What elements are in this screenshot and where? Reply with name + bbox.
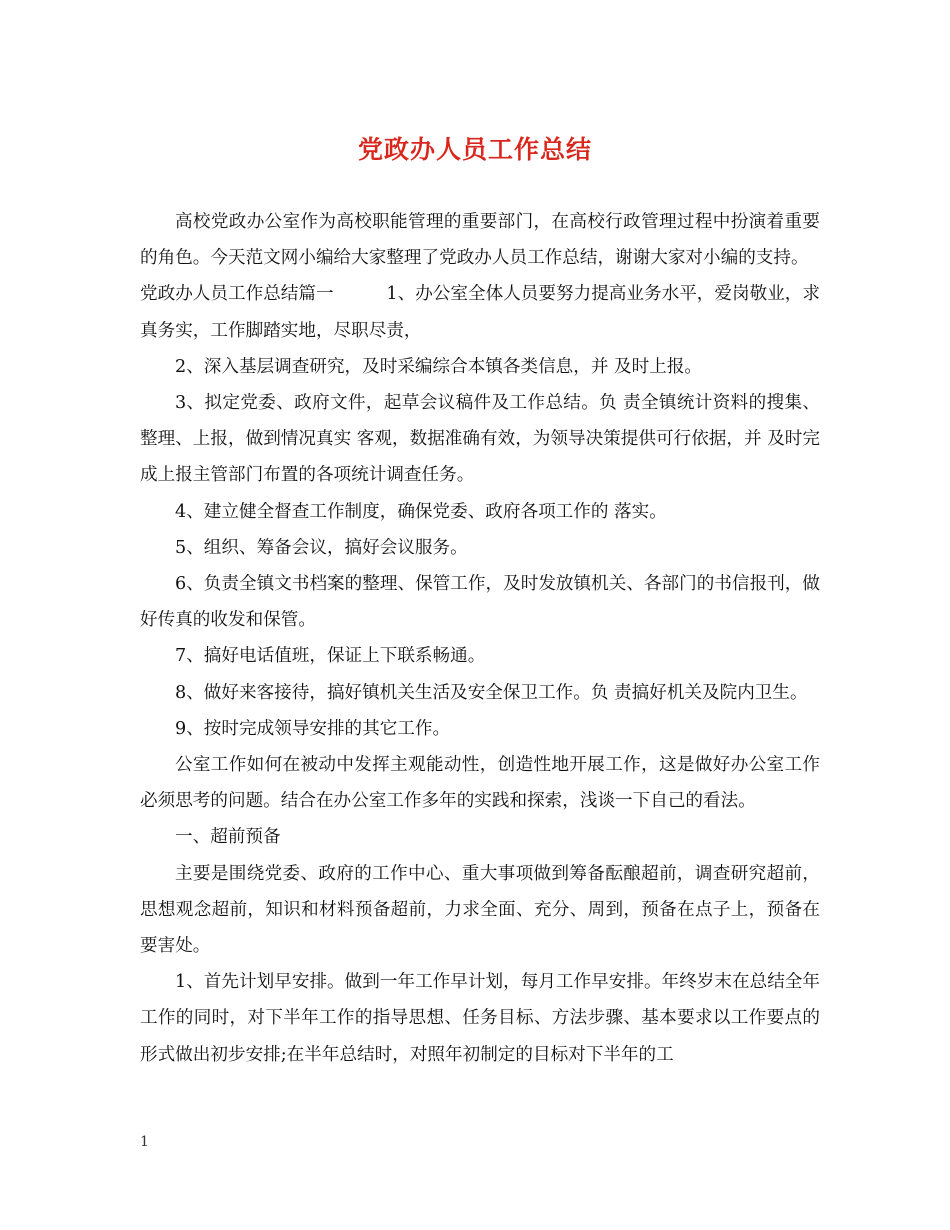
paragraph: 3、拟定党委、政府文件，起草会议稿件及工作总结。负 责全镇统计资料的搜集、整理、上报，做到情况真实 客观，数据准确有效，为领导决策提供可行依据，并 及时完成上报主管部门布置的各项统计调查任务。 — [140, 393, 820, 486]
document-body — [140, 204, 820, 1073]
document-title: 党政办人员工作总结 — [357, 135, 592, 164]
paragraph: 1、首先计划早安排。做到一年工作早计划，每月工作早安排。年终岁末在总结全年工作的同时，对下半年工作的指导思想、任务目标、方法步骤、基本要求以工作要点的形式做出初步安排;在半年总结时，对照年初制定的目标对下半年的工 — [140, 972, 820, 1065]
paragraph: 主要是围绕党委、政府的工作中心、重大事项做到筹备酝酿超前，调查研究超前，思想观念超前，知识和材料预备超前，力求全面、充分、周到，预备在点子上，预备在要害处。 — [140, 863, 820, 957]
section-heading: 一、超前预备 — [175, 827, 281, 848]
paragraph: 5、组织、筹备会议，搞好会议服务。 — [175, 537, 468, 558]
paragraph: 2、深入基层调查研究，及时采编综合本镇各类信息，并 及时上报。 — [175, 356, 703, 377]
paragraph: 6、负责全镇文书档案的整理、保管工作，及时发放镇机关、各部门的书信报刊，做好传真的收发和保管。 — [140, 574, 820, 631]
paragraph: 4、建立健全督查工作制度，确保党委、政府各项工作的 落实。 — [175, 501, 667, 522]
paragraph: 党政办人员工作总结篇一 1、办公室全体人员要努力提高业务水平，爱岗敬业，求真务实，工作脚踏实地，尽职尽责， — [140, 284, 820, 341]
paragraph: 9、按时完成领导安排的其它工作。 — [175, 718, 451, 739]
paragraph: 8、做好来客接待，搞好镇机关生活及安全保卫工作。负 责搞好机关及院内卫生。 — [175, 682, 808, 703]
paragraph: 7、搞好电话值班，保证上下联系畅通。 — [175, 646, 486, 667]
page-number: 1 — [140, 1134, 149, 1150]
paragraph: 高校党政办公室作为高校职能管理的重要部门，在高校行政管理过程中扮演着重要的角色。今天范文网小编给大家整理了党政办人员工作总结，谢谢大家对小编的支持。 — [140, 212, 820, 269]
paragraph: 公室工作如何在被动中发挥主观能动性，创造性地开展工作，这是做好办公室工作必须思考的问题。结合在办公室工作多年的实践和探索，浅谈一下自己的看法。 — [140, 755, 820, 812]
